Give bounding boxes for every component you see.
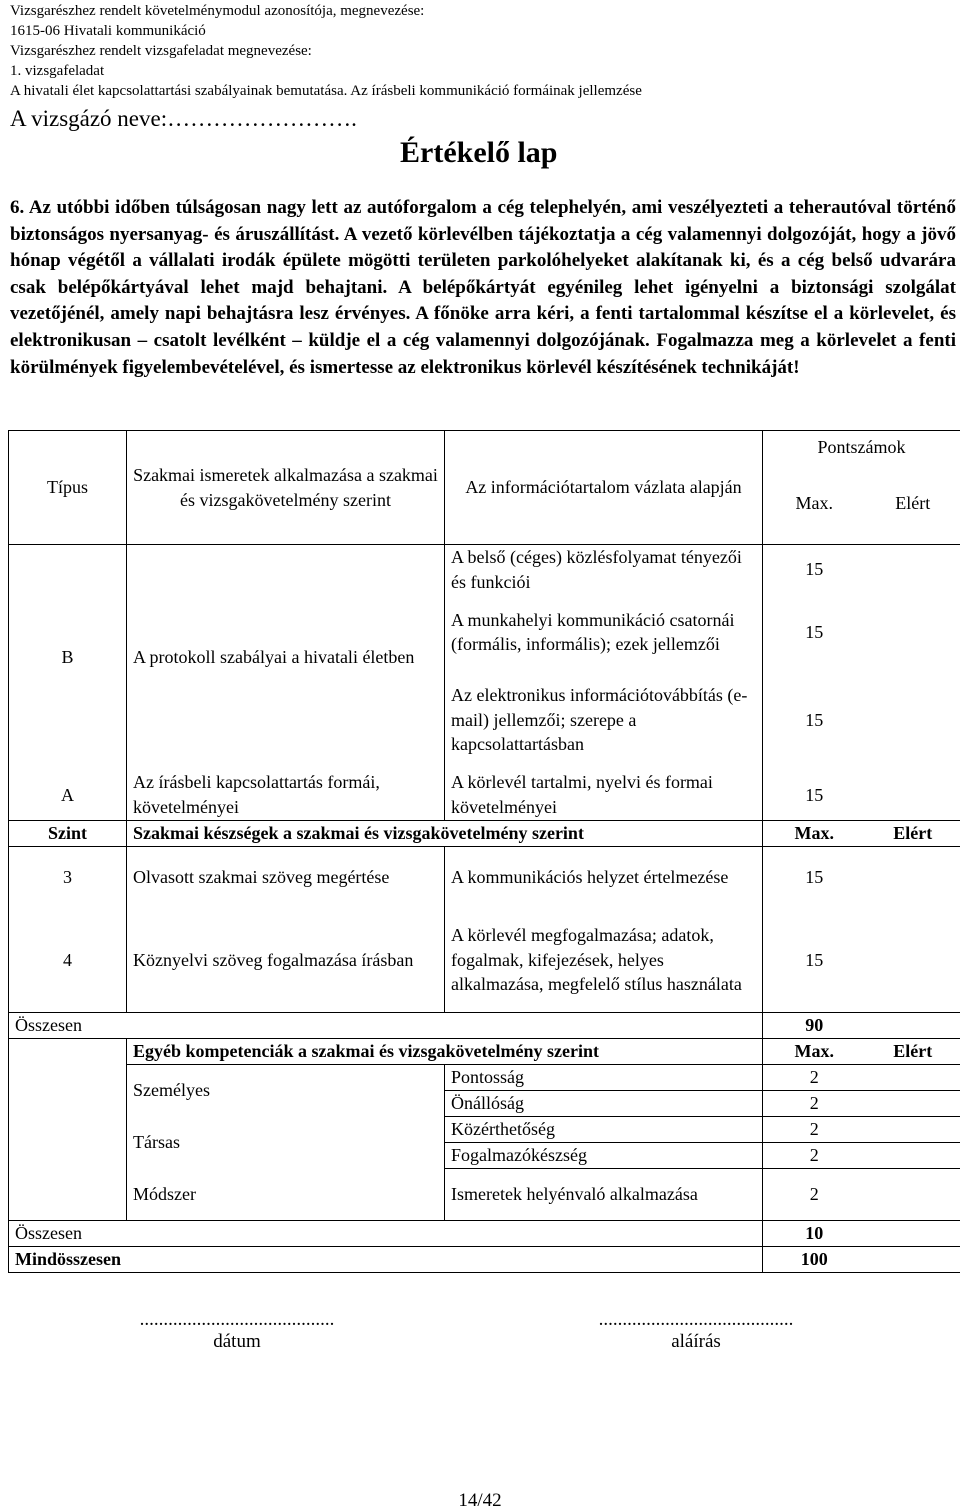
skill-max-cell: 15 bbox=[805, 867, 824, 887]
b-row1-text: A belső (céges) közlésfolyamat tényezői és funkciói bbox=[445, 545, 763, 595]
a-topic-cell: Az írásbeli kapcsolattartás formái, követelményei bbox=[127, 770, 445, 820]
table-row bbox=[9, 820, 960, 846]
competence-item-max: 2 bbox=[809, 1183, 819, 1204]
header-task-name: A hivatali élet kapcsolattartási szabályainak bemutatása. Az írásbeli kommunikáció formáinak jellemzése bbox=[10, 83, 642, 99]
grand-total-value: 100 bbox=[763, 1246, 866, 1272]
competence-max-header: Max. bbox=[763, 1038, 866, 1064]
header-task-number: 1. vizsgafeladat bbox=[10, 63, 105, 79]
competence-group-method: Módszer bbox=[127, 1168, 445, 1220]
skill-text-cell: A körlevél megfogalmazása; adatok, fogalmak, kifejezések, helyes alkalmazása, megfelelő stílus használata bbox=[445, 908, 763, 1012]
a-row-text: A körlevél tartalmi, nyelvi és formai követelményei bbox=[445, 770, 763, 820]
competence-achieved-header: Elért bbox=[866, 1038, 960, 1064]
competence-group-personal: Személyes bbox=[127, 1064, 445, 1116]
signature-label: aláírás bbox=[671, 1331, 721, 1352]
b-topic-cell: A protokoll szabályai a hivatali életben bbox=[127, 545, 445, 771]
competence-empty-cell bbox=[9, 1142, 127, 1168]
subtotal-2-value: 10 bbox=[763, 1220, 866, 1246]
page-number: 14/42 bbox=[458, 1490, 502, 1511]
competence-item: Közérthetőség bbox=[445, 1116, 763, 1142]
subtotal-1-label: Összesen bbox=[9, 1012, 763, 1038]
table-row bbox=[9, 1116, 960, 1142]
competence-empty-cell bbox=[9, 1038, 127, 1064]
competence-item-max: 2 bbox=[763, 1116, 866, 1142]
competence-empty-cell bbox=[9, 1090, 127, 1116]
table-row bbox=[9, 908, 960, 1012]
skill-level-cell: 4 bbox=[9, 908, 127, 1012]
skill-name-cell: Olvasott szakmai szöveg megértése bbox=[127, 846, 445, 908]
b-row3-text: Az elektronikus információtovábbítás (e-mail) jellemzői; szerepe a kapcsolattartásban bbox=[445, 670, 763, 770]
table-row bbox=[9, 770, 960, 820]
table-row bbox=[9, 1012, 960, 1038]
header-task-label: Vizsgarészhez rendelt vizsgafeladat megnevezése: bbox=[10, 43, 312, 59]
competence-item-max: 2 bbox=[763, 1064, 866, 1090]
date-label: dátum bbox=[213, 1331, 261, 1352]
skill-level-cell: 3 bbox=[9, 846, 127, 908]
skill-max-cell: 15 bbox=[805, 949, 824, 970]
type-b-cell: B bbox=[9, 545, 127, 771]
header-module-label: Vizsgarészhez rendelt követelménymodul azonosítója, megnevezése: bbox=[10, 3, 425, 19]
table-row bbox=[9, 545, 960, 595]
competence-item-achieved bbox=[866, 1168, 960, 1220]
col-info-header: Az információtartalom vázlata alapján bbox=[445, 431, 763, 545]
signature-block bbox=[555, 1309, 837, 1353]
grand-total-label: Mindösszesen bbox=[9, 1246, 763, 1272]
competence-empty-cell bbox=[9, 1064, 127, 1090]
competence-header: Egyéb kompetenciák a szakmai és vizsgakövetelmény szerint bbox=[127, 1038, 763, 1064]
page-title: Értékelő lap bbox=[400, 136, 558, 169]
col-type-header: Típus bbox=[9, 431, 127, 545]
b-row1-max: 15 bbox=[805, 559, 824, 580]
subtotal-1-achieved bbox=[866, 1012, 960, 1038]
table-row bbox=[9, 1064, 960, 1090]
a-row-achieved bbox=[866, 770, 960, 820]
competence-item: Pontosság bbox=[445, 1064, 763, 1090]
grand-total-achieved bbox=[866, 1246, 960, 1272]
competence-item: Fogalmazókészség bbox=[445, 1142, 763, 1168]
signature-dots: ......................................... bbox=[598, 1309, 794, 1330]
date-dots: ......................................... bbox=[139, 1309, 335, 1330]
competence-empty-cell bbox=[9, 1168, 127, 1220]
document-header bbox=[10, 1, 642, 101]
col-knowledge-header: Szakmai ismeretek alkalmazása a szakmai és vizsgakövetelmény szerint bbox=[127, 431, 445, 545]
b-row3-max: 15 bbox=[805, 709, 824, 730]
table-row bbox=[9, 1246, 960, 1272]
competence-item: Önállóság bbox=[445, 1090, 763, 1116]
points-header: Pontszámok bbox=[763, 431, 960, 463]
task-description: 6. Az utóbbi időben túlságosan nagy lett az autóforgalom a cég telephelyén, ami veszélyezteti a teherautóval történő biztonságos nyersanyag- és áruszállítást. A vezető körlevélben tájékoztatja a cég valamennyi dolgozóját, hogy a jövő hónap végétől a vállalati irodák épülete mögötti területen parkolóhelyeket alakítanak ki, és a cég belső udvarára csak belépőkártyával lehet majd behajtani. A belépőkártyát egyénileg lehet igényelni a biztonsági szolgálat vezetőjénél, amely napi behajtásra lesz érvényes. A főnöke arra kéri, a fenti tartalommal készítse el a körlevelet, és elektronikusan – csatolt levélként – küldje el a cég valamennyi dolgozójának. Fogalmazza meg a körlevelet a fenti körülmények figyelembevételével, és ismertesse az elektronikus körlevél készítésének technikáját! bbox=[10, 197, 956, 378]
skills-level-header: Szint bbox=[9, 820, 127, 846]
header-module-name: 1615-06 Hivatali kommunikáció bbox=[10, 23, 206, 39]
skill-achieved-cell bbox=[866, 846, 960, 908]
subtotal-2-label: Összesen bbox=[9, 1220, 763, 1246]
skills-achieved-header: Elért bbox=[866, 820, 960, 846]
competence-item-achieved bbox=[866, 1142, 960, 1168]
competence-item-max: 2 bbox=[763, 1142, 866, 1168]
subtotal-2-achieved bbox=[866, 1220, 960, 1246]
skill-achieved-cell bbox=[866, 908, 960, 1012]
competence-group-social: Társas bbox=[127, 1116, 445, 1168]
subtotal-1-value: 90 bbox=[763, 1012, 866, 1038]
competence-empty-cell bbox=[9, 1116, 127, 1142]
table-row bbox=[9, 1168, 960, 1220]
a-row-max: 15 bbox=[805, 784, 824, 805]
b-row3-achieved bbox=[866, 670, 960, 770]
evaluation-table bbox=[8, 430, 960, 1273]
competence-item: Ismeretek helyénvaló alkalmazása bbox=[445, 1168, 763, 1220]
competence-item-achieved bbox=[866, 1116, 960, 1142]
table-row bbox=[9, 846, 960, 908]
competence-item-achieved bbox=[866, 1090, 960, 1116]
table-row bbox=[9, 1220, 960, 1246]
b-row1-achieved bbox=[866, 545, 960, 595]
col-max-header: Max. bbox=[763, 463, 866, 545]
col-achieved-header: Elért bbox=[866, 463, 960, 545]
candidate-name-field: A vizsgázó neve:……………………. bbox=[10, 106, 357, 131]
table-row bbox=[9, 1038, 960, 1064]
skills-header: Szakmai készségek a szakmai és vizsgakövetelmény szerint bbox=[127, 820, 763, 846]
skills-max-header: Max. bbox=[763, 820, 866, 846]
type-a-cell: A bbox=[9, 770, 127, 820]
competence-item-achieved bbox=[866, 1064, 960, 1090]
b-row2-max: 15 bbox=[805, 621, 824, 642]
skill-text-cell: A kommunikációs helyzet értelmezése bbox=[445, 846, 763, 908]
date-signature-block bbox=[96, 1309, 378, 1353]
competence-item-max: 2 bbox=[763, 1090, 866, 1116]
b-row2-text: A munkahelyi kommunikáció csatornái (formális, informális); ezek jellemzői bbox=[445, 594, 763, 670]
skill-name-cell: Köznyelvi szöveg fogalmazása írásban bbox=[127, 908, 445, 1012]
b-row2-achieved bbox=[866, 594, 960, 670]
